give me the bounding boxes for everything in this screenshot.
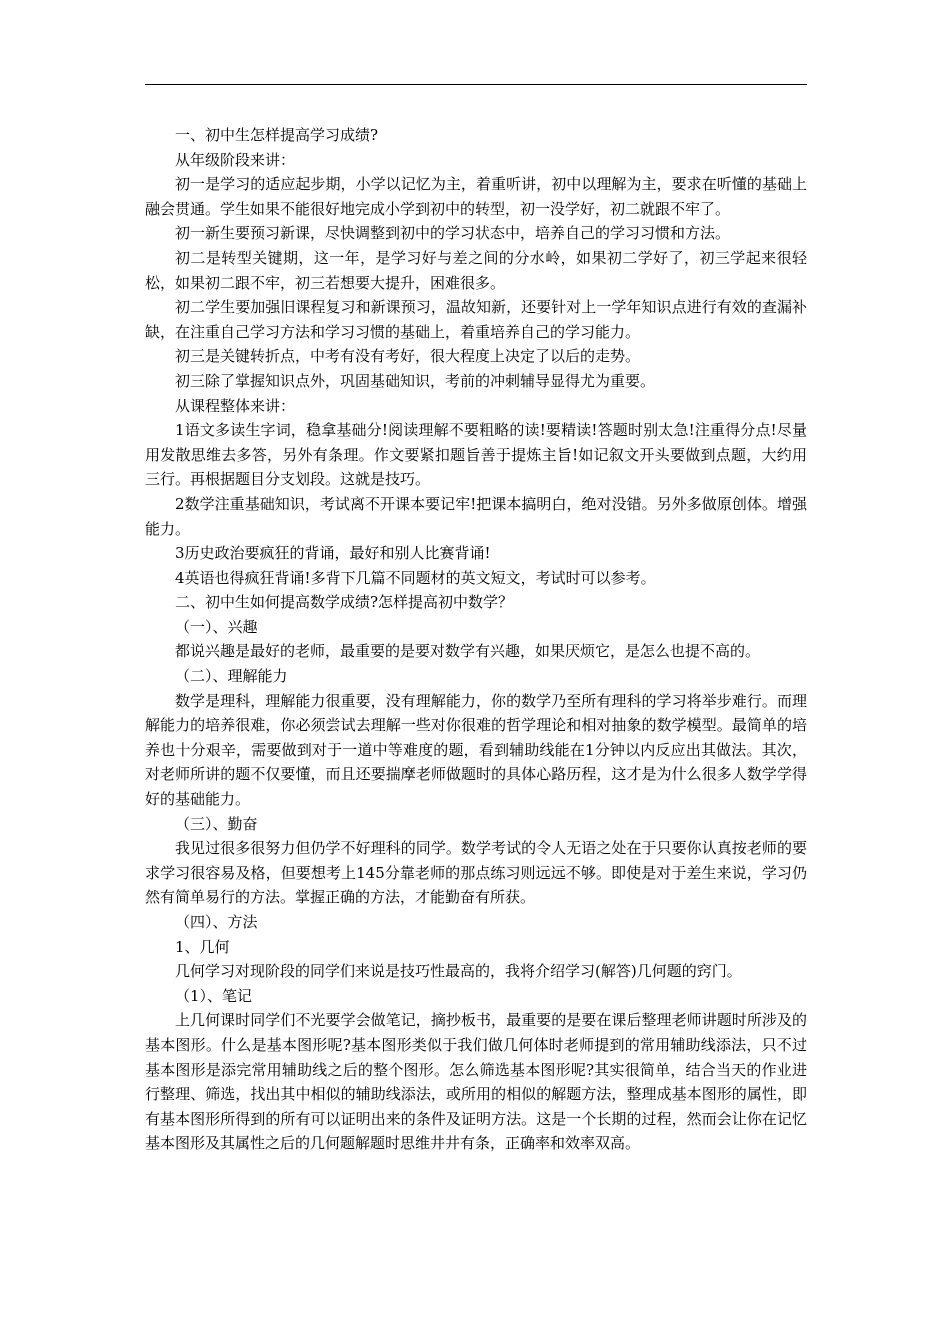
- subheading-notes: （1）、笔记: [175, 986, 253, 1005]
- subheading-comprehension: （二）、理解能力: [175, 667, 288, 686]
- subheading-by-grade: 从年级阶段来讲：: [175, 150, 296, 169]
- list-item-english: 4英语也得疯狂背诵!多背下几篇不同题材的英文短文，考试时可以参考。: [175, 568, 656, 587]
- subheading-method: （四）、方法: [175, 913, 258, 931]
- paragraph-comprehension: 数学是理科，理解能力很重要，没有理解能力，你的数学乃至所有理科的学习将举步难行。而理解能力的培养很难，你必须尝试去理解一些对你很难的哲学理论和相对抽象的数学模型。最简单的培养也十分艰辛，需要做到对于一道中等难度的题，看到辅助线能在1分钟以内反应出其做法。其次，对老师所讲的题不仅要懂，而且还要揣摩老师做题时的具体心路历程，这才是为什么很多人数学学得好的基础能力。: [145, 691, 807, 809]
- paragraph-grade-7: 初一是学习的适应起步期，小学以记忆为主，着重听讲，初中以理解为主，要求在听懂的基础上融会贯通。学生如果不能很好地完成小学到初中的转型，初一没学好，初二就跟不牢了。: [145, 175, 807, 218]
- list-item-history-politics: 3历史政治要疯狂的背诵，最好和别人比赛背诵!: [175, 544, 491, 563]
- document-body: [145, 123, 807, 1156]
- header-rule: [145, 84, 807, 85]
- subheading-interest: （一）、兴趣: [175, 617, 258, 636]
- paragraph-grade-8-advice: 初二学生要加强旧课程复习和新课预习，温故知新，还要针对上一学年知识点进行有效的查漏补缺，在注重自己学习方法和学习习惯的基础上，着重培养自己的学习能力。: [145, 298, 807, 341]
- paragraph-grade-8: 初二是转型关键期，这一年，是学习好与差之间的分水岭，如果初二学好了，初三学起来很轻松，如果初二跟不牢，初三若想要大提升，困难很多。: [145, 248, 807, 292]
- subheading-by-course: 从课程整体来讲：: [175, 396, 296, 415]
- paragraph-grade-9: 初三是关键转折点，中考有没有考好，很大程度上决定了以后的走势。: [175, 347, 641, 366]
- section-heading-2: 二、初中生如何提高数学成绩?怎样提高初中数学？: [175, 593, 514, 612]
- paragraph-grade-9-advice: 初三除了掌握知识点外，巩固基础知识，考前的冲刺辅导显得尤为重要。: [175, 371, 656, 390]
- list-item-math: 2数学注重基础知识，考试离不开课本要记牢!把课本搞明白，绝对没错。另外多做原创体。增强能力。: [145, 494, 807, 538]
- paragraph-notes: 上几何课时同学们不光要学会做笔记，摘抄板书，最重要的是要在课后整理老师讲题时所涉及的基本图形。什么是基本图形呢?基本图形类似于我们做几何体时老师提到的常用辅助线添法，只不过基本图形是添完常用辅助线之后的整个图形。怎么筛选基本图形呢?其实很简单，结合当天的作业进行整理、筛选，找出其中相似的辅助线添法，或所用的相似的解题方法，整理成基本图形的属性，即有基本图形所得到的所有可以证明出来的条件及证明方法。这是一个长期的过程，然而会让你在记忆基本图形及其属性之后的几何题解题时思维井井有条，正确率和效率双高。: [145, 1011, 807, 1153]
- paragraph-grade-7-advice: 初一新生要预习新课，尽快调整到初中的学习状态中，培养自己的学习习惯和方法。: [175, 224, 731, 243]
- paragraph-interest: 都说兴趣是最好的老师，最重要的是要对数学有兴趣，如果厌烦它，是怎么也提不高的。: [175, 642, 761, 661]
- subheading-diligence: （三）、勤奋: [175, 814, 258, 833]
- paragraph-diligence: 我见过很多很努力但仍学不好理科的同学。数学考试的令人无语之处在于只要你认真按老师的要求学习很容易及格，但要想考上145分靠老师的那点练习则远远不够。即使是对于差生来说，学习仍然有简单易行的方法。掌握正确的方法，才能勤奋有所获。: [145, 839, 807, 907]
- section-heading-1: 一、初中生怎样提高学习成绩?: [175, 126, 379, 144]
- subheading-geometry: 1、几何: [175, 937, 230, 956]
- paragraph-geometry: 几何学习对现阶段的同学们来说是技巧性最高的，我将介绍学习(解答)几何题的窍门。: [175, 962, 742, 981]
- list-item-chinese: 1语文多读生字词，稳拿基础分!阅读理解不要粗略的读!要精读!答题时别太急!注重得分点!尽量用发散思维去多答，另外有条理。作文要紧扣题旨善于提炼主旨!如记叙文开头要做到点题，大约用三行。再根据题目分支划段。这就是技巧。: [145, 421, 807, 489]
